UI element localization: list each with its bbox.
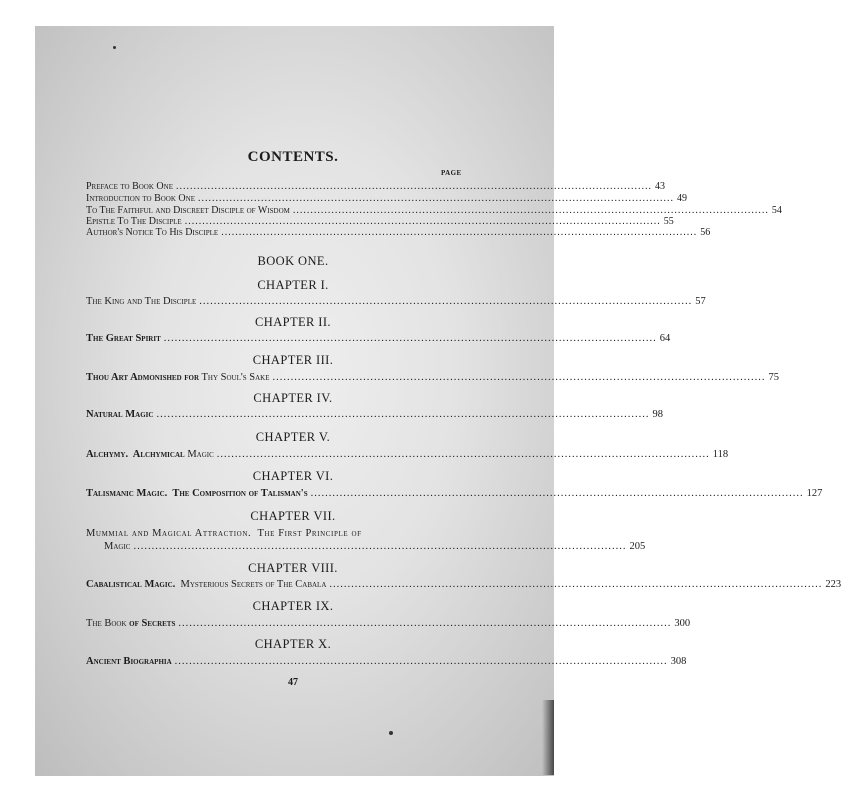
entry-title-bold: Cabalistical Magic. xyxy=(86,579,176,590)
entry-title: The King and The Disciple xyxy=(86,296,197,307)
entry-page: 98 xyxy=(652,409,663,420)
entry-title-bold: Alchymy. Alchymical xyxy=(86,449,185,460)
dot-leader: ........................................................................................................................................ xyxy=(133,541,627,552)
dot-leader: ........................................................................................................................................ xyxy=(197,193,674,204)
toc-entry xyxy=(86,216,674,227)
page-number: 47 xyxy=(288,677,298,688)
entry-title-line-2: Magic xyxy=(104,541,131,552)
entry-page: 54 xyxy=(771,205,782,216)
entry-title-rest: Mysterious Secrets of The Cabala xyxy=(175,579,327,590)
toc-entry xyxy=(86,205,782,216)
chapter-heading: CHAPTER V. xyxy=(255,430,331,444)
entry-page: 127 xyxy=(806,488,823,499)
entry-title xyxy=(86,372,270,384)
entry-title: Author's Notice To His Disciple xyxy=(86,227,219,238)
toc-entry xyxy=(86,409,663,421)
entry-title-rest: The Book xyxy=(86,618,130,629)
entry-title: Talismanic Magic. The Composition of Talisman's xyxy=(86,488,308,499)
chapter-heading: CHAPTER X. xyxy=(254,637,332,651)
entry-page: 308 xyxy=(670,656,687,667)
toc-entry xyxy=(86,372,779,384)
toc-entry xyxy=(104,541,646,553)
chapter-heading: CHAPTER IV. xyxy=(253,391,333,405)
toc-entry xyxy=(86,333,671,345)
dot-leader: ........................................................................................................................................ xyxy=(216,449,710,460)
ink-speck xyxy=(389,731,393,735)
dot-leader: ........................................................................................................................................ xyxy=(221,227,698,238)
dot-leader: ........................................................................................................................................ xyxy=(199,296,693,307)
toc-entry xyxy=(86,656,687,668)
entry-page: 57 xyxy=(695,296,706,307)
chapter-heading: CHAPTER III. xyxy=(252,353,334,367)
entry-title: Preface to Book One xyxy=(86,181,173,192)
toc-entry xyxy=(86,227,711,238)
chapter-heading: CHAPTER II. xyxy=(255,315,331,329)
entry-title: Epistle To The Disciple xyxy=(86,216,182,227)
entry-title: Ancient Biographia xyxy=(86,656,172,667)
entry-page: 64 xyxy=(659,333,671,344)
chapter-heading: CHAPTER VI. xyxy=(252,469,334,483)
entry-title-line-1: Mummial and Magical Attraction. The First Principle of xyxy=(86,528,362,539)
chapter-heading: CHAPTER I. xyxy=(257,278,329,292)
entry-title xyxy=(86,449,214,461)
entry-title xyxy=(86,579,326,591)
dot-leader: ........................................................................................................................................ xyxy=(163,333,657,344)
entry-page: 75 xyxy=(768,372,779,383)
entry-title: The Great Spirit xyxy=(86,333,161,344)
book-heading: BOOK ONE. xyxy=(257,254,329,268)
entry-title-bold: Thou Art Admonished for xyxy=(86,372,200,383)
entry-page: 205 xyxy=(629,541,646,552)
entry-page: 43 xyxy=(654,181,665,192)
entry-title-rest: Thy Soul's Sake xyxy=(199,372,270,383)
dot-leader: ........................................................................................................................................ xyxy=(272,372,766,383)
dot-leader: ........................................................................................................................................ xyxy=(156,409,650,420)
page-column-label: PAGE xyxy=(441,169,462,177)
chapter-heading: CHAPTER VIII. xyxy=(248,561,338,575)
toc-entry xyxy=(86,193,687,204)
toc-entry xyxy=(86,296,706,308)
entry-page: 300 xyxy=(674,618,691,629)
entry-title-rest: Magic xyxy=(184,449,214,460)
dot-leader: ........................................................................................................................................ xyxy=(329,579,823,590)
dot-leader: ........................................................................................................................................ xyxy=(310,488,804,499)
entry-title xyxy=(86,618,175,630)
dot-leader: ........................................................................................................................................ xyxy=(184,216,661,227)
contents-title: CONTENTS. xyxy=(247,149,339,165)
toc-entry xyxy=(86,449,729,461)
toc-entry xyxy=(86,181,665,192)
dot-leader: ........................................................................................................................................ xyxy=(174,656,668,667)
dot-leader: ........................................................................................................................................ xyxy=(175,181,652,192)
entry-title-bold: of Secrets xyxy=(129,618,176,629)
ink-speck xyxy=(113,46,116,49)
entry-page: 55 xyxy=(663,216,674,227)
entry-page: 56 xyxy=(700,227,711,238)
page-edge-shadow xyxy=(542,700,554,775)
toc-entry xyxy=(86,579,841,591)
entry-page: 118 xyxy=(712,449,729,460)
chapter-heading: CHAPTER VII. xyxy=(250,509,336,523)
entry-title: Natural Magic xyxy=(86,409,154,420)
dot-leader: ........................................................................................................................................ xyxy=(292,205,769,216)
entry-page: 223 xyxy=(825,579,841,590)
toc-entry xyxy=(86,488,823,500)
entry-page: 49 xyxy=(676,193,687,204)
entry-title: Introduction to Book One xyxy=(86,193,195,204)
dot-leader: ........................................................................................................................................ xyxy=(178,618,672,629)
entry-title: To The Faithful and Discreet Disciple of Wisdom xyxy=(86,205,290,216)
chapter-heading: CHAPTER IX. xyxy=(252,599,334,613)
toc-entry xyxy=(86,618,691,630)
